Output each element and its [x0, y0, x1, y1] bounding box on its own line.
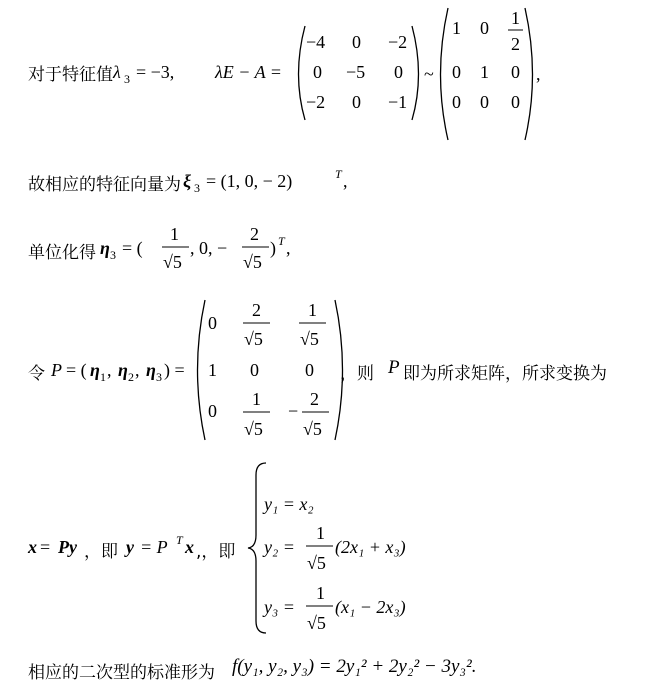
- m2-r1c2: 0: [480, 18, 489, 38]
- mp-r1c3-den: √5: [300, 329, 319, 349]
- line4-close: ) =: [164, 360, 185, 380]
- xi-symbol: ξ: [183, 171, 192, 191]
- m1-r2c2: −5: [346, 62, 366, 82]
- lambda-e-minus-a: λE − A =: [215, 62, 282, 82]
- mp-r1c3-num: 1: [308, 300, 317, 320]
- frac2-num: 2: [250, 224, 259, 244]
- line-transform: [0, 455, 661, 640]
- m1-r3c1: −2: [306, 92, 326, 112]
- mp-r2c1: 1: [208, 360, 217, 380]
- m2-r3c1: 0: [452, 92, 461, 112]
- matrix1-right-paren: [412, 26, 419, 120]
- tilde-symbol: ~: [424, 64, 434, 84]
- mp-r3c3-minus: −: [288, 401, 299, 421]
- y-vector: y: [126, 537, 134, 557]
- m2-r3c3: 0: [511, 92, 520, 112]
- eta-subscript: 3: [110, 248, 116, 262]
- m2-r2c3: 0: [511, 62, 520, 82]
- line3-prefix: 单位化得: [28, 243, 96, 263]
- line2-formula: [0, 160, 661, 200]
- matrix2-right-paren: [525, 8, 533, 140]
- line-matrix-p: [0, 295, 661, 445]
- line3-comma: ,: [286, 238, 291, 258]
- mp-r3c3-den: √5: [303, 419, 322, 439]
- eta2-sub: 2: [128, 370, 134, 384]
- m2-r1c3-den: 2: [511, 34, 520, 54]
- line6-formula: f(y₁, y₂, y₃) = 2y₁² + 2y₂² − 3y₃².: [232, 656, 477, 677]
- sys-row1: y₁ = x₂: [264, 494, 314, 514]
- eta3-symbol: η: [146, 360, 156, 380]
- sys-row2-lhs: y₂ =: [264, 537, 295, 557]
- eta1-sub: 1: [100, 370, 106, 384]
- frac1-den: √5: [163, 252, 182, 272]
- sep1: ,: [107, 360, 112, 380]
- line2-transpose: T: [335, 167, 342, 181]
- m1-r1c3: −2: [388, 32, 408, 52]
- sys-row2-num: 1: [316, 523, 325, 543]
- sys-row3-rhs: (x₁ − 2x₃): [335, 597, 406, 617]
- sys-row3-num: 1: [316, 583, 325, 603]
- line5-comma2: ,，即: [196, 542, 236, 562]
- matrix2-left-paren: [441, 8, 449, 140]
- py-term: Py: [58, 537, 77, 557]
- line4-eq: = (: [66, 360, 87, 380]
- m1-r3c2: 0: [352, 92, 361, 112]
- line4-prefix: 令: [28, 364, 45, 384]
- line5-eq1: =: [40, 537, 51, 557]
- line5-system: [0, 455, 661, 640]
- line5-transpose: T: [176, 533, 183, 547]
- line-standard-form: [0, 652, 661, 687]
- eta-symbol: η: [100, 238, 110, 258]
- sys-row3-lhs: y₃ =: [264, 597, 295, 617]
- line4-suffix-a: ，则: [340, 364, 374, 384]
- m2-r1c1: 1: [452, 18, 461, 38]
- line3-transpose: T: [278, 234, 285, 248]
- mp-r3c2-num: 1: [252, 389, 261, 409]
- m2-r2c2: 1: [480, 62, 489, 82]
- line3-close: ): [270, 238, 276, 258]
- x-vector: x: [28, 537, 37, 557]
- eta2-symbol: η: [118, 360, 128, 380]
- mp-r1c1: 0: [208, 313, 217, 333]
- eigenvector-value: = (1, 0, − 2): [206, 171, 293, 191]
- m1-r3c3: −1: [388, 92, 408, 112]
- line-eigenvector: [0, 160, 661, 200]
- line4-suffix-p: P: [388, 357, 400, 378]
- matrix1-left-paren: [299, 26, 306, 120]
- line1-comma: ,: [536, 64, 541, 84]
- eta1-symbol: η: [90, 360, 100, 380]
- line2-comma: ,: [343, 171, 348, 191]
- line1-prefix: 对于特征值: [28, 65, 113, 85]
- sys-row2-den: √5: [307, 553, 326, 573]
- sys-row2-rhs: (2x₁ + x₃): [335, 537, 406, 557]
- p-symbol: P: [51, 360, 62, 380]
- mp-r1c2-num: 2: [252, 300, 261, 320]
- line4-suffix-b: 即为所求矩阵，所求变换为: [403, 364, 607, 384]
- matrixP-left-paren: [198, 300, 206, 440]
- eigenvalue-value: = −3,: [136, 62, 175, 82]
- m1-r2c3: 0: [394, 62, 403, 82]
- lambda-symbol: λ: [113, 62, 121, 82]
- line5-comma1: ，即: [84, 542, 118, 562]
- m2-r3c2: 0: [480, 92, 489, 112]
- line5-eq2: = P: [140, 537, 168, 557]
- line2-prefix: 故相应的特征向量为: [28, 175, 181, 195]
- line3-eq: = (: [122, 238, 143, 258]
- lambda-subscript: 3: [124, 72, 130, 86]
- line6-prefix: 相应的二次型的标准形为: [28, 663, 215, 683]
- m1-r2c1: 0: [313, 62, 322, 82]
- m1-r1c1: −4: [306, 32, 326, 52]
- mp-r2c2: 0: [250, 360, 259, 380]
- mp-r1c2-den: √5: [244, 329, 263, 349]
- line1-formula: [0, 0, 661, 150]
- mp-r3c2-den: √5: [244, 419, 263, 439]
- mp-r3c1: 0: [208, 401, 217, 421]
- mp-r2c3: 0: [305, 360, 314, 380]
- sep2: ,: [135, 360, 140, 380]
- m1-r1c2: 0: [352, 32, 361, 52]
- xi-subscript: 3: [194, 181, 200, 195]
- frac1-num: 1: [170, 224, 179, 244]
- line-normalize: [0, 218, 661, 278]
- sys-row3-den: √5: [307, 613, 326, 633]
- m2-r1c3-num: 1: [511, 8, 520, 28]
- x2-vector: x: [185, 537, 194, 557]
- line3-formula: [0, 218, 661, 278]
- eta3-sub: 3: [156, 370, 162, 384]
- mp-r3c3-num: 2: [310, 389, 319, 409]
- frac2-den: √5: [243, 252, 262, 272]
- line3-mid: , 0, −: [190, 238, 228, 258]
- line-eigenvalue-3: [0, 0, 661, 150]
- m2-r2c1: 0: [452, 62, 461, 82]
